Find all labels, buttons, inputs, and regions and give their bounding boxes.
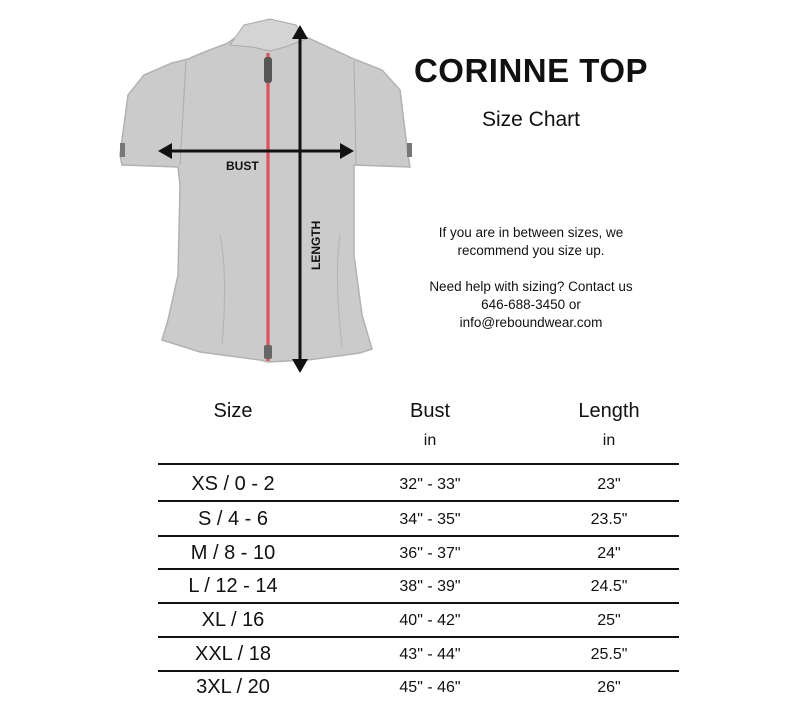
- length-cell: 26": [597, 679, 621, 696]
- size-cell: XXL / 18: [195, 643, 271, 665]
- help-line: Need help with sizing? Contact us: [429, 279, 633, 294]
- length-cell: 23": [597, 476, 621, 493]
- table-row: [158, 467, 679, 500]
- size-cell: XL / 16: [201, 609, 265, 631]
- length-cell: 24": [597, 545, 621, 562]
- sizing-advice-line: If you are in between sizes, we: [438, 225, 624, 240]
- size-cell: S / 4 - 6: [197, 508, 269, 530]
- length-cell: 25": [597, 612, 621, 629]
- size-cell: 3XL / 20: [196, 676, 270, 698]
- table-row: [158, 569, 679, 602]
- table-divider: [158, 463, 679, 465]
- table-row: [158, 670, 679, 703]
- bust-cell: 36" - 37": [399, 545, 461, 562]
- length-cell: 24.5": [590, 578, 628, 595]
- bust-cell: 45" - 46": [399, 679, 461, 696]
- product-title: CORINNE TOP: [413, 52, 649, 89]
- bust-cell: 34" - 35": [399, 511, 461, 528]
- column-unit-length: in: [602, 432, 616, 449]
- column-header-length: Length: [578, 400, 640, 422]
- bust-label: BUST: [226, 159, 259, 173]
- size-cell: XS / 0 - 2: [191, 473, 275, 495]
- column-header-size: Size: [213, 400, 253, 422]
- help-contact: [400, 278, 662, 332]
- length-cell: 23.5": [590, 511, 628, 528]
- zipper-pull-top: [264, 57, 272, 83]
- sizing-advice: [400, 224, 662, 260]
- table-row: [158, 637, 679, 670]
- right-sleeve-pull: [407, 143, 412, 157]
- zipper-pull-bottom: [264, 345, 272, 359]
- length-label: LENGTH: [309, 220, 323, 270]
- help-email[interactable]: info@reboundwear.com: [459, 315, 603, 330]
- size-cell: M / 8 - 10: [190, 542, 276, 564]
- length-cell: 25.5": [590, 646, 628, 663]
- column-header-bust: Bust: [409, 400, 451, 422]
- bust-cell: 43" - 44": [399, 646, 461, 663]
- table-row: [158, 502, 679, 535]
- help-phone: 646-688-3450 or: [481, 297, 581, 312]
- left-sleeve-pull: [120, 143, 125, 157]
- table-row: [158, 603, 679, 636]
- length-arrow-bottom-head: [292, 359, 308, 373]
- sizing-advice-line: recommend you size up.: [457, 243, 605, 258]
- table-row: [158, 536, 679, 569]
- column-unit-bust: in: [423, 432, 437, 449]
- page-subtitle: Size Chart: [481, 108, 581, 131]
- size-cell: L / 12 - 14: [188, 575, 278, 597]
- bust-cell: 38" - 39": [399, 578, 461, 595]
- bust-cell: 32" - 33": [399, 476, 461, 493]
- bust-cell: 40" - 42": [399, 612, 461, 629]
- garment-illustration: [110, 15, 430, 375]
